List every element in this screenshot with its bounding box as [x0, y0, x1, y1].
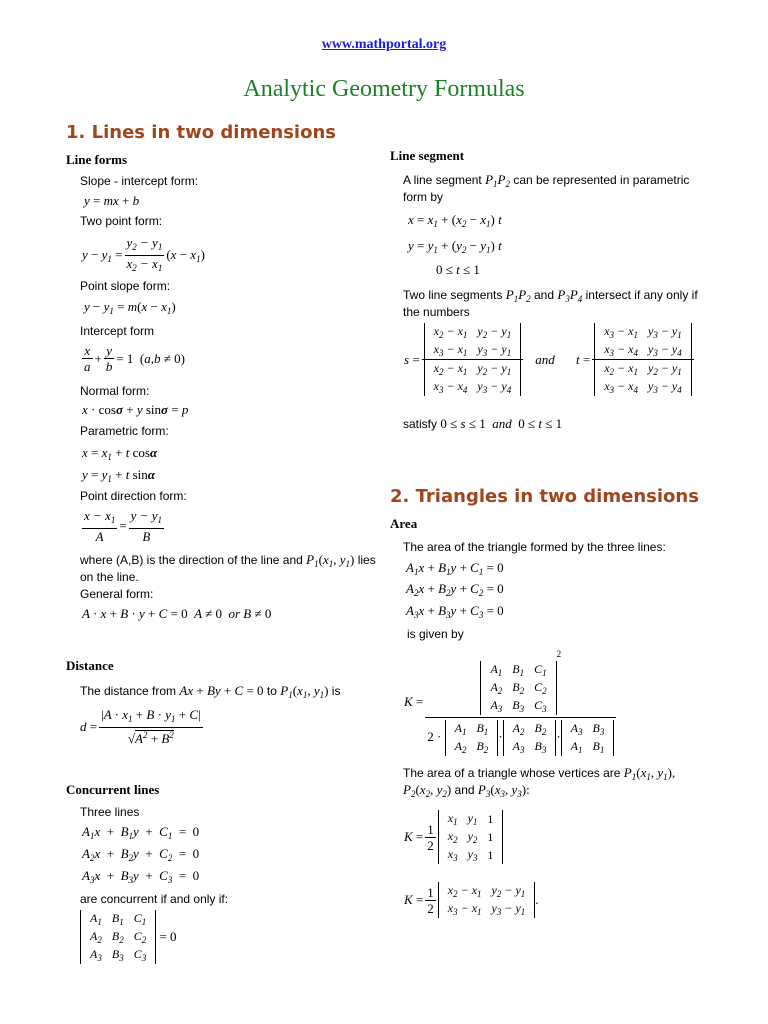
formula-segment-t: 0 ≤ t ≤ 1: [436, 262, 480, 277]
formula-area-line-1: $A_1x + B_1y + C_1 = 0$: [406, 560, 504, 577]
concurrent-heading: Concurrent lines: [66, 782, 160, 797]
intersect-text: Two line segments $P_1P_2$ and $P_3P_4$ intersect if any only if the numbers: [403, 287, 698, 319]
intercept-label: Intercept form: [80, 324, 155, 338]
formula-distance: d = $\frac{|A \cdot x_1 + B \cdot y_1 + C|}{√A^2 + B^2}$: [80, 707, 201, 746]
formula-area-K-lines: K = $A_1$ $B_1$ $C_1$ $A_2$ $B_2$ $C_2$ $A_3$ $B_3$ $C_3$ $^2$ 2 · $A_1$ $B_1$ $A_2$ $B_2$ · $A_2$ $B_2$ $A_3$ $B_3$ · $A_3$ $B_3$ $A_1$ $B_1$: [404, 647, 618, 756]
formula-general: A · x + B · y + C = 0 A ≠ 0 or B ≠ 0: [82, 606, 272, 621]
formula-area-line-2: $A_2x + B_2y + C_2 = 0$: [406, 581, 504, 598]
line-segment-heading: Line segment: [390, 148, 465, 163]
formula-slope-intercept: y = mx + b: [84, 193, 140, 208]
section-heading-lines: 1. Lines in two dimensions: [66, 122, 336, 143]
area-heading: Area: [390, 516, 418, 531]
formula-concurrent-3: $A_3x + B_3y + C_3 = 0$: [82, 868, 200, 885]
concurrent-text-b: are concurrent if and only if:: [80, 892, 229, 906]
formula-segment-y: $y = y_1 + (y_2 - y_1)$ t: [408, 238, 502, 255]
slope-intercept-label: Slope - intercept form:: [80, 174, 199, 188]
formula-s: s = $x_2 - x_1$ $y_2 - y_1$ $x_3 - x_1$ $y_3 - y_1$ $x_2 - x_1$ $y_2 - y_1$ $x_3 - x_4$ $y_3 - y_4$ and: [404, 324, 555, 395]
formula-concurrent-2: $A_2x + B_2y + C_2 = 0$: [82, 846, 200, 863]
formula-area-K-diff: K = $\frac{1}{2}$ $x_2 - x_1$ $y_2 - y_1$ $x_3 - x_1$ $y_3 - y_1$ .: [404, 883, 539, 917]
formula-point-slope: $y - y_1 = m(x - x_1)$: [84, 299, 176, 316]
area-text-c: The area of a triangle whose vertices are $P_1(x_1$, $y_1$), $P_2(x_2$, $y_2$) and $P_3(x_3$, $y_3$):: [403, 765, 676, 799]
section-heading-triangles: 2. Triangles in two dimensions: [390, 486, 699, 507]
formula-segment-x: $x = x_1 + (x_2 - x_1)$ t: [408, 212, 502, 229]
formula-normal: x · cosσ + y sinσ = p: [82, 402, 189, 417]
formula-parametric-y: $y = y_1 + t$ sinα: [82, 467, 155, 484]
point-slope-label: Point slope form:: [80, 279, 171, 293]
concurrent-text-a: Three lines: [80, 805, 140, 819]
and-word: and: [535, 351, 555, 367]
formula-concurrent-1: $A_1x + B_1y + C_1 = 0$: [82, 824, 200, 841]
point-direction-label: Point direction form:: [80, 489, 187, 503]
page-title: Analytic Geometry Formulas: [243, 76, 525, 102]
formula-point-direction: $\frac{x - x_1}{A}$ = $\frac{y - y_1}{B}$: [84, 508, 162, 544]
site-link[interactable]: www.mathportal.org: [321, 37, 447, 52]
area-text-a: The area of the triangle formed by the three lines:: [403, 540, 666, 554]
normal-label: Normal form:: [80, 384, 150, 398]
formula-area-K-vertices: K = $\frac{1}{2}$ $x_1$ $y_1$ 1 $x_2$ $y_2$ 1 $x_3$ $y_3$ 1: [404, 810, 503, 864]
line-forms-heading: Line forms: [66, 152, 128, 167]
area-text-b: is given by: [407, 627, 464, 641]
two-point-label: Two point form:: [80, 214, 163, 228]
formula-intercept: $\frac{x}{a}$ + $\frac{y}{b}$ = 1 (a,b ≠ 0): [84, 343, 185, 374]
parametric-label: Parametric form:: [80, 424, 169, 438]
distance-heading: Distance: [66, 658, 114, 673]
formula-area-line-3: $A_3x + B_3y + C_3 = 0$: [406, 603, 504, 620]
formula-parametric-x: $x = x_1 + t$ cosα: [82, 445, 158, 462]
general-label: General form:: [80, 587, 154, 601]
distance-text: The distance from Ax + By + C = 0 to $P_1(x_1$, $y_1$) is: [80, 683, 341, 700]
satisfy-text: satisfy 0 ≤ s ≤ 1 and 0 ≤ t ≤ 1: [403, 416, 563, 431]
segment-text: A line segment $P_1P_2$ can be represented in parametric form by: [403, 172, 690, 204]
formula-concurrent-det: $A_1$ $B_1$ $C_1$ $A_2$ $B_2$ $C_2$ $A_3$ $B_3$ $C_3$ = 0: [80, 910, 177, 964]
formula-two-point: $y - y_1$ = $\frac{y_2 - y_1}{x_2 - x_1}$ $(x - x_1)$: [82, 235, 205, 273]
direction-note: where (A,B) is the direction of the line and $P_1(x_1$, $y_1$) lies on the line.: [80, 552, 376, 584]
formula-t: t = $x_3 - x_1$ $y_3 - y_1$ $x_3 - x_4$ $y_3 - y_4$ $x_2 - x_1$ $y_2 - y_1$ $x_3 - x_4$ $y_3 - y_4$: [576, 323, 696, 396]
